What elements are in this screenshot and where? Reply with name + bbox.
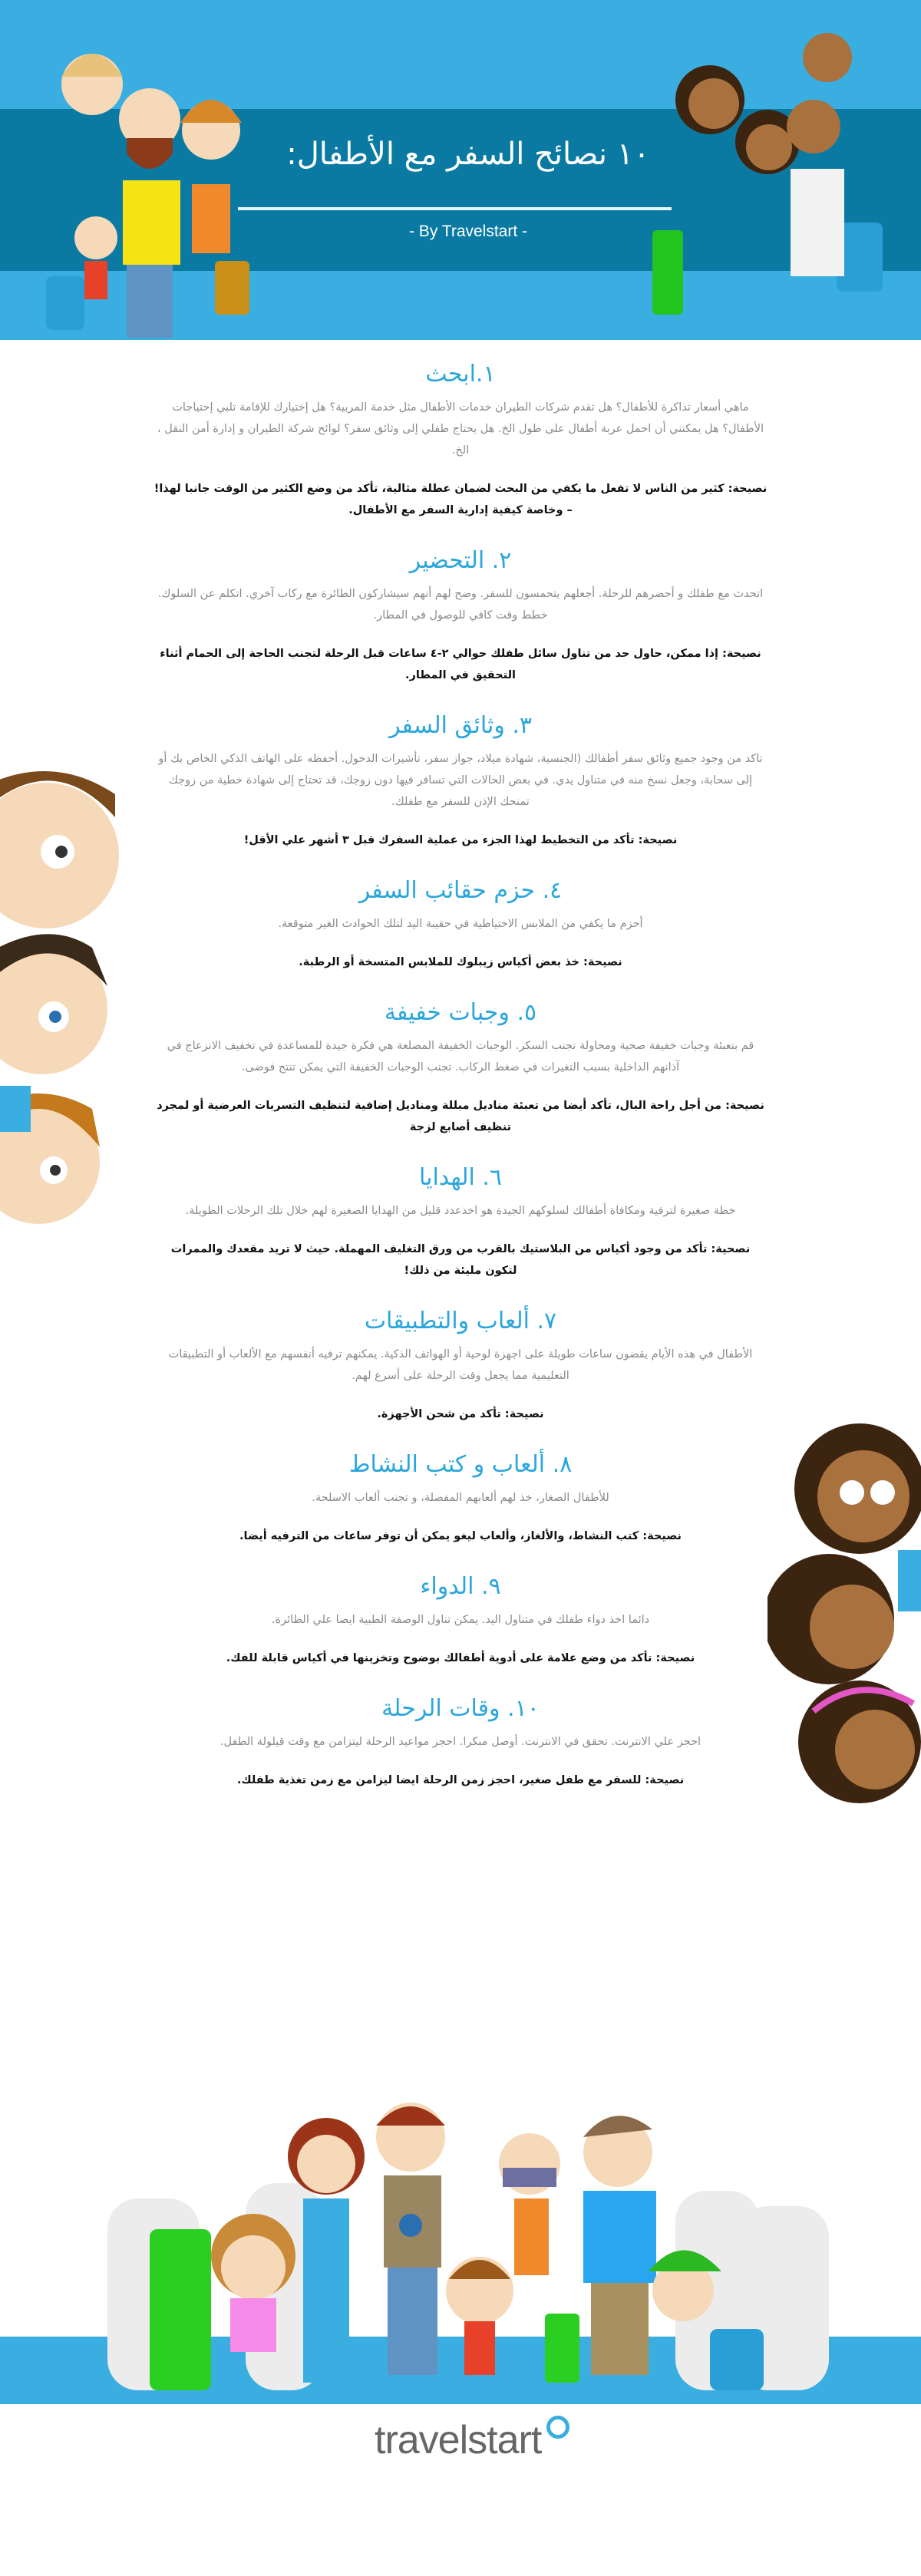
section-title: ١٠. وقات الرحلة [381, 1695, 540, 1722]
travelstart-logo: travelstart [375, 2418, 542, 2462]
section-body: للأطفال الصغار، خذ لهم ألعابهم المفضلة، و تجنب ألعاب الاسلحة. [312, 1492, 609, 1504]
title-divider [238, 207, 672, 210]
family-group-illustration [0, 2083, 921, 2406]
section-tip: نصيحة: كتب النشاط، والألغاز، وألعاب ليغو يمكن أن توفر ساعات من الترفيه أيضا. [239, 1530, 682, 1542]
byline: - By Travelstart - [408, 223, 528, 240]
tip-section [154, 1573, 768, 1669]
section-tip: نصيحة: تأكد من التخطيط لهذا الجزء من عملية السفرك قبل ٣ أشهر علي الأقل! [243, 834, 678, 846]
tip-section [154, 1451, 768, 1547]
section-body: قم بتعبئة وجبات خفيفة صحية ومحاولة تجنب السكر. الوجبات الخفيفة المضلعة هي فكرة جيدة للمساعدة في تخفيف الانزعاج في آذانهم الداخلية بسبب التغيرات في ضغط الركاب. تجنب الوجبات الخفيفة التي يمكن تنتج فوضى. [167, 1040, 754, 1074]
tip-section [154, 877, 768, 973]
section-tip: نصيحة: إذا ممكن، حاول حد من تناول سائل طفلك حوالي ٢-٤ ساعات قبل الرحلة لتجنب الحاجة إلى الحمام أثناء التحقيق في المطار. [160, 648, 761, 681]
section-tip: نصحية: تأكد من وجود أكياس من البلاستيك بالقرب من ورق التغليف المهملة. حيث لا تريد مقعدك والممرات لتكون مليئة من ذلك! [170, 1243, 751, 1277]
section-body: ماهي أسعار تذاكرة للأطفال؟ هل تقدم شركات الطيران خدمات الأطفال مثل خدمة المربية؟ هل إختيارك للإقامة تلبي إحتياجات الأطفال؟ هل يمكنني أن احمل عربة أطفال على طول الخ. هل يحتاج طفلي إلى وثائق سفر؟ لوائح شركة الطيران و إدارة أمن النقل ، الخ. [157, 401, 764, 457]
section-body: الأطفال في هذه الأيام يقضون ساعات طويلة على اجهزة لوحية أو الهواتف الذكية. يمكنهم ترفيه أنفسهم مع الألعاب أو التطبيقات التعليمية مما يجعل وقت الرحلة على أسرع لهم. [168, 1348, 753, 1382]
tip-section [154, 999, 768, 1138]
section-title: ٩. الدواء [420, 1573, 501, 1600]
section-body: تاكد من وجود جميع وثائق سفر أطفالك (الجنسية، شهادة ميلاد، جواز سفر، تأشيرات الدخول. أحفظه على الهاتف الذكي الخاص بك أو إلى سحابة، وجعل نسخ منه في متناول يدي. في بعض الحالات التي تسافر فيها دون زوجك، قد تحتاج إلى شهادة خطية من زوجك تمنحك الإذن للسفر مع طفلك. [158, 753, 763, 808]
section-body: دائما اخذ دواء طفلك في متناول اليد. يمكن تناول الوصفة الطبية ايضا علي الطائرة. [271, 1614, 650, 1626]
section-tip: نصيحة: للسفر مع طفل صغير، احجز زمن الرحلة ايضا ليزامن مع زمن تغذية طفلك. [236, 1774, 685, 1786]
tip-section [154, 361, 768, 521]
page-title: ١٠ نصائح السفر مع الأطفال: [286, 137, 650, 172]
tips-list [154, 361, 768, 1817]
section-tip: نصيحة: من أجل راحة البال، تأكد أيضا من تعبئة مناديل مبللة ومناديل إضافية لتنظيف التسربات العرضية أو لمجرد تنظيف أصابع لزجة [157, 1100, 764, 1133]
section-tip: نصيحة: تأكد من شحن الأجهزة. [377, 1408, 544, 1420]
tip-section [154, 547, 768, 686]
section-body: خطة صغيرة لترفية ومكافاة أطفالك لسلوكهم الجيدة هو اخذعدد قليل من الهدايا الصغيرة لهم خلال تلك الرحلات الطويلة. [185, 1205, 736, 1217]
section-title: ٦. الهدايا [418, 1164, 503, 1191]
section-body: أحزم ما يكفي من الملابس الاحتياطية في حقيبة اليد لتلك الحوادث الغير متوقعة. [278, 918, 643, 930]
section-title: ٤. حزم حقائب السفر [358, 877, 563, 904]
section-body: اتحدث مع طفلك و أحضرهم للرحلة. أجعلهم يتحمسون للسفر. وضح لهم أنهم سيشاركون الطائرة مع ركاب آخري. اتكلم عن السلوك. خطط وقت كافي للوصول في المطار. [157, 588, 764, 622]
tip-section [154, 1164, 768, 1281]
section-title: ٢. التحضير [409, 547, 512, 574]
logo-ring-icon [546, 2416, 569, 2439]
tip-section [154, 1308, 768, 1425]
section-body: احجز علي الانترنت. تحقق في الانترنت. أوصل مبكرا. احجز مواعيد الرحلة ليتزامن مع وقت قيلولة الطفل. [220, 1736, 701, 1748]
header-banner [0, 0, 921, 340]
family-illustration-left [31, 31, 261, 338]
section-title: ٣. وثائق السفر [388, 712, 533, 739]
section-title: ٨. ألعاب و كتب النشاط [348, 1451, 573, 1478]
section-title: ٧. ألعاب والتطبيقات [364, 1308, 557, 1334]
section-tip: نصيحة: كثير من الناس لا تفعل ما يكفي من البحث لضمان عطلة مثالية، تأكد من وضع الكثير من الوقت جانبا لهذا! – وخاصة كيفية إدارية السفر مع الأطفال. [154, 483, 768, 516]
tip-section [154, 1695, 768, 1791]
section-tip: نصيحة: تأكد من وضع علامة على أدوية أطفالك بوضوح وتخزينها في أكياس قابلة للفك. [226, 1652, 695, 1664]
section-title: ٥. وجبات خفيفة [384, 999, 537, 1026]
section-tip: نصيحة: خذ بعض أكياس زيبلوك للملابس المتسخة أو الرطبة. [299, 956, 622, 968]
section-title: ١.ابحث [425, 361, 496, 388]
kids-illustration-left [0, 764, 146, 1270]
tip-section [154, 712, 768, 851]
kids-illustration-right [768, 1420, 921, 1849]
family-illustration-right [652, 15, 898, 338]
